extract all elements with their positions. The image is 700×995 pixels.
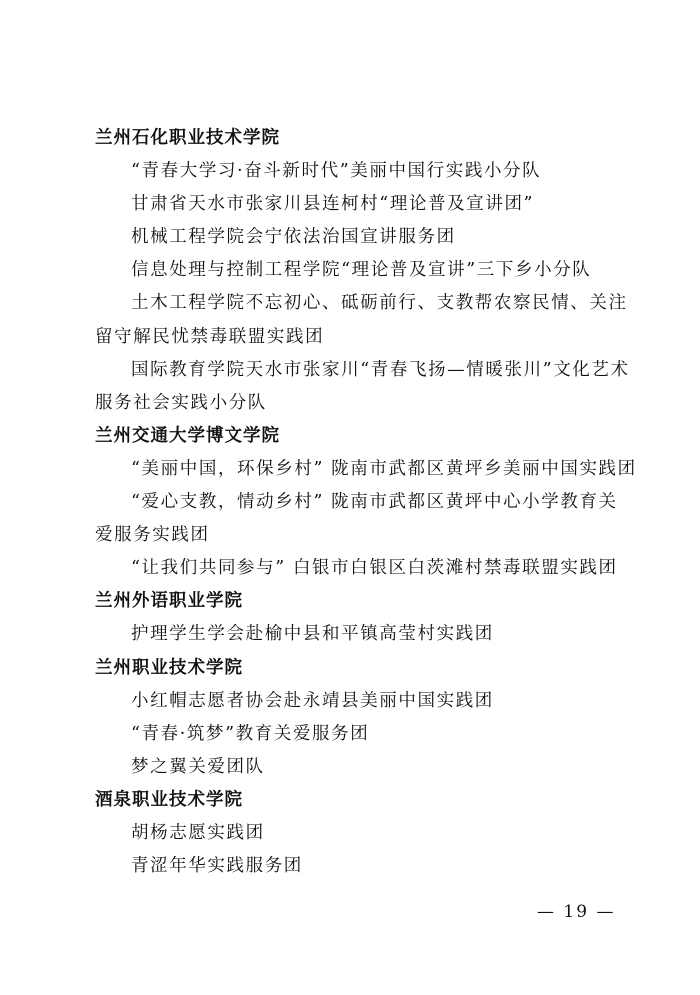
team-entry: 机械工程学院会宁依法治国宣讲服务团 [131, 227, 456, 248]
team-entry: 甘肃省天水市张家川县连柯村“理论普及宣讲团” [131, 194, 535, 215]
school-heading: 酒泉职业技术学院 [95, 789, 243, 810]
school-heading: 兰州石化职业技术学院 [95, 128, 280, 148]
team-entry: 土木工程学院不忘初心、砥砺前行、支教帮农察民情、关注留守解民忧禁毒联盟实践团 [95, 293, 628, 347]
team-entry: “爱心支教，情动乡村” 陇南市武都区黄坪中心小学教育关爱服务实践团 [95, 492, 618, 546]
team-entry: 胡杨志愿实践团 [131, 822, 265, 843]
team-entry: “青春大学习·奋斗新时代”美丽中国行实践小分队 [131, 161, 542, 182]
team-entry: 青涩年华实践服务团 [131, 856, 303, 877]
school-heading: 兰州交通大学博文学院 [95, 425, 280, 446]
school-heading: 兰州职业技术学院 [95, 657, 243, 678]
team-entry: 国际教育学院天水市张家川“青春飞扬—情暖张川”文化艺术服务社会实践小分队 [95, 359, 630, 413]
team-entry: 信息处理与控制工程学院“理论普及宣讲”三下乡小分队 [131, 260, 592, 281]
team-entry: “美丽中国，环保乡村” 陇南市武都区黄坪乡美丽中国实践团 [131, 458, 637, 479]
team-entry: 小红帽志愿者协会赴永靖县美丽中国实践团 [131, 690, 494, 711]
team-entry: 梦之翼关爱团队 [131, 756, 265, 777]
school-heading: 兰州外语职业学院 [95, 591, 243, 612]
document-body [95, 122, 637, 883]
team-entry: “青春·筑梦”教育关爱服务团 [131, 723, 370, 744]
team-entry: 护理学生学会赴榆中县和平镇高莹村实践团 [131, 624, 494, 645]
team-entry: “让我们共同参与” 白银市白银区白茨滩村禁毒联盟实践团 [131, 558, 618, 579]
page-number: — 19 — [537, 902, 616, 922]
